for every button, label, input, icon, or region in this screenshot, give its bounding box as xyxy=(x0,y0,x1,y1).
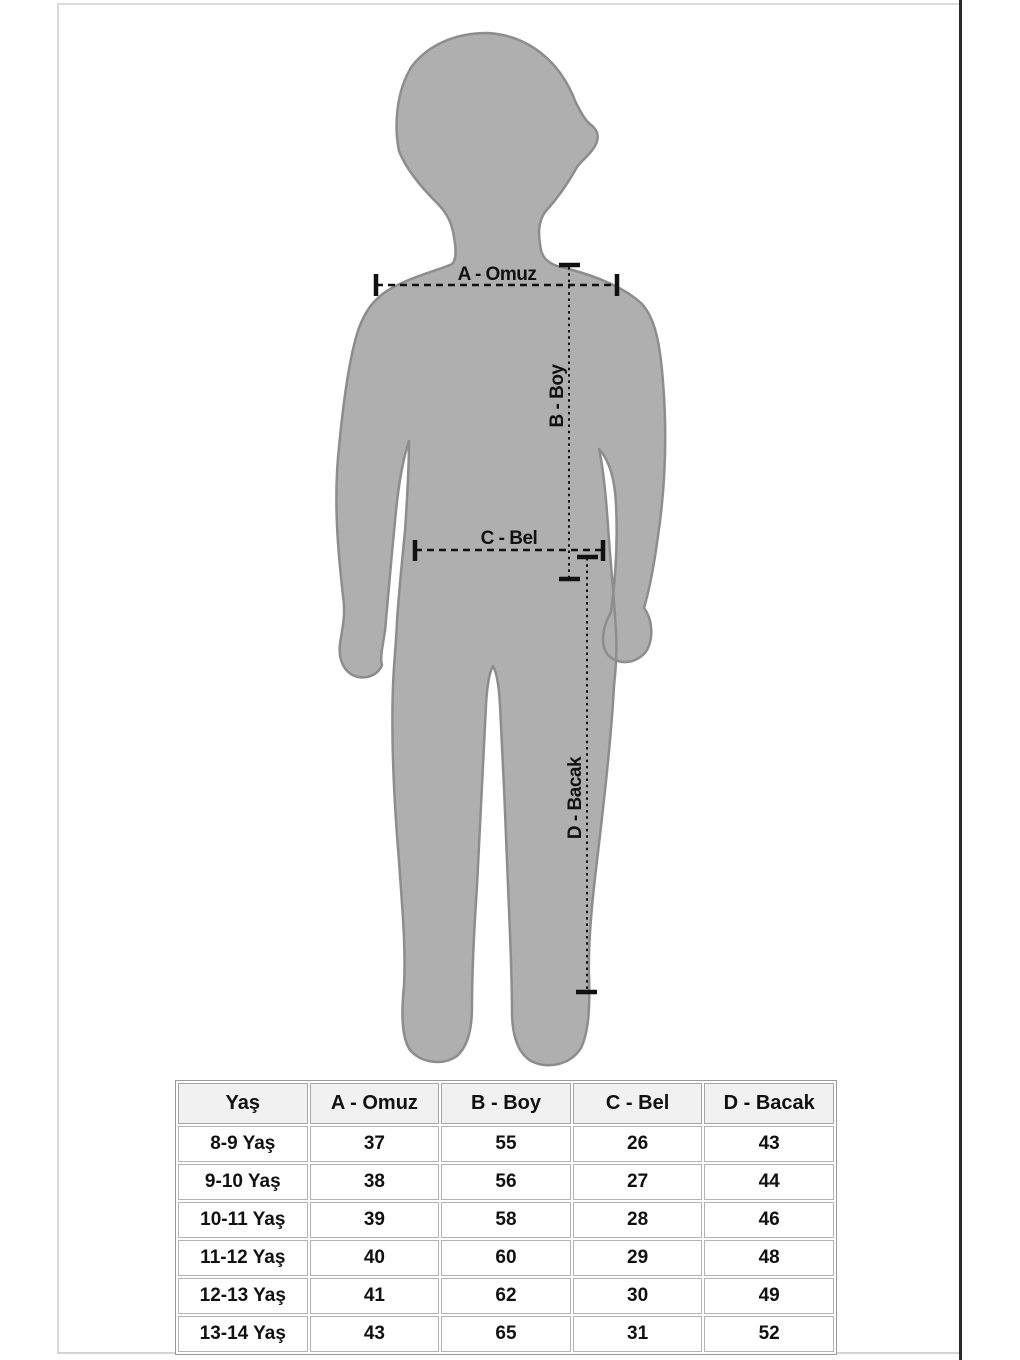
shoulder-measure-label: A - Omuz xyxy=(457,264,537,285)
cell-omuz: 38 xyxy=(310,1164,440,1200)
cell-age: 10-11 Yaş xyxy=(178,1202,308,1238)
cell-bel: 26 xyxy=(573,1126,703,1162)
cell-age: 12-13 Yaş xyxy=(178,1278,308,1314)
cell-bacak: 52 xyxy=(704,1316,834,1352)
cell-bacak: 43 xyxy=(704,1126,834,1162)
table-row xyxy=(178,1202,834,1238)
cell-age: 13-14 Yaş xyxy=(178,1316,308,1352)
waist-measure-label: C - Bel xyxy=(480,528,538,549)
cell-bel: 30 xyxy=(573,1278,703,1314)
cell-age: 9-10 Yaş xyxy=(178,1164,308,1200)
table-row xyxy=(178,1278,834,1314)
body-length-measure-label: B - Boy xyxy=(547,364,568,428)
cell-bacak: 44 xyxy=(704,1164,834,1200)
cell-bacak: 46 xyxy=(704,1202,834,1238)
col-header-omuz: A - Omuz xyxy=(310,1083,440,1124)
cell-bel: 29 xyxy=(573,1240,703,1276)
size-table xyxy=(175,1080,837,1355)
cell-bel: 27 xyxy=(573,1164,703,1200)
cell-bel: 28 xyxy=(573,1202,703,1238)
cell-boy: 58 xyxy=(441,1202,571,1238)
leg-measure-label: D - Bacak xyxy=(565,756,586,840)
cell-bacak: 48 xyxy=(704,1240,834,1276)
cell-omuz: 40 xyxy=(310,1240,440,1276)
cell-boy: 65 xyxy=(441,1316,571,1352)
cell-boy: 55 xyxy=(441,1126,571,1162)
cell-boy: 56 xyxy=(441,1164,571,1200)
cell-omuz: 37 xyxy=(310,1126,440,1162)
cell-boy: 60 xyxy=(441,1240,571,1276)
cell-bel: 31 xyxy=(573,1316,703,1352)
cell-omuz: 41 xyxy=(310,1278,440,1314)
size-table-header-row xyxy=(178,1083,834,1124)
table-row xyxy=(178,1126,834,1162)
cell-bacak: 49 xyxy=(704,1278,834,1314)
cell-omuz: 43 xyxy=(310,1316,440,1352)
cell-age: 11-12 Yaş xyxy=(178,1240,308,1276)
col-header-boy: B - Boy xyxy=(441,1083,571,1124)
table-row xyxy=(178,1164,834,1200)
table-row xyxy=(178,1316,834,1352)
cell-boy: 62 xyxy=(441,1278,571,1314)
col-header-bel: C - Bel xyxy=(573,1083,703,1124)
col-header-age: Yaş xyxy=(178,1083,308,1124)
table-row xyxy=(178,1240,834,1276)
cell-omuz: 39 xyxy=(310,1202,440,1238)
col-header-bacak: D - Bacak xyxy=(704,1083,834,1124)
cell-age: 8-9 Yaş xyxy=(178,1126,308,1162)
